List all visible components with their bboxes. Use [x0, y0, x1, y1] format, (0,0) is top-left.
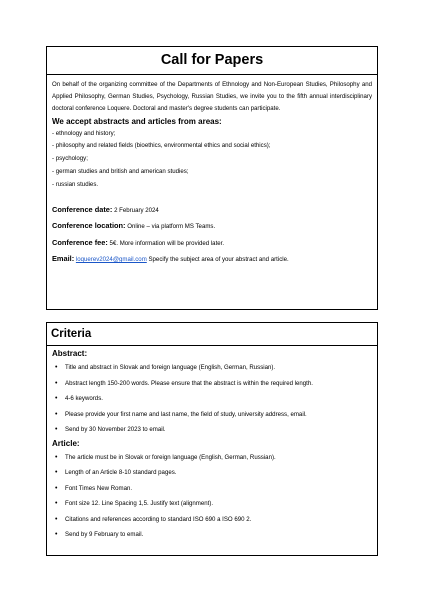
list-item: • Please provide your first name and last name, the field of study, university address, email. — [52, 407, 372, 423]
date-value: 2 February 2024 — [112, 206, 159, 214]
call-for-papers-box — [46, 46, 378, 310]
list-item: • Citations and references according to standard ISO 690 a ISO 690 2. — [52, 512, 372, 528]
list-item: • Title and abstract in Slovak and foreign language (English, German, Russian). — [52, 360, 372, 376]
list-item: • 4-6 keywords. — [52, 391, 372, 407]
criteria-title: Criteria — [47, 323, 377, 346]
area-item: - philosophy and related fields (bioethics, environmental ethics and social ethics); — [52, 142, 271, 150]
abstract-heading: Abstract: — [52, 349, 88, 358]
conference-fee — [52, 235, 372, 252]
fee-value: 5€. More information will be provided later. — [107, 239, 225, 247]
location-value: Online – via platform MS Teams. — [125, 223, 216, 231]
area-item: - psychology; — [52, 155, 88, 163]
call-for-papers-body — [47, 75, 377, 268]
areas-heading: We accept abstracts and articles from areas: — [52, 116, 222, 126]
date-label: Conference date: — [52, 204, 113, 214]
abstract-list — [52, 360, 372, 438]
location-label: Conference location: — [52, 221, 126, 231]
conference-location — [52, 218, 372, 235]
list-item: • Send by 9 February to email. — [52, 527, 372, 543]
conference-info — [52, 202, 372, 268]
list-item: • Send by 30 November 2023 to email. — [52, 422, 372, 438]
email-note: Specify the subject area of your abstract and article. — [146, 256, 289, 264]
article-list — [52, 450, 372, 543]
area-item: - german studies and british and american studies; — [52, 168, 189, 175]
conference-email — [52, 251, 372, 268]
areas-list — [52, 128, 372, 192]
fee-label: Conference fee: — [52, 237, 108, 247]
article-heading: Article: — [52, 438, 80, 448]
list-item: • Font size 12. Line Spacing 1,5. Justify text (alignment). — [52, 496, 372, 512]
criteria-body — [47, 346, 377, 543]
area-item: - russian studies. — [52, 180, 99, 188]
call-for-papers-title: Call for Papers — [47, 47, 377, 75]
area-item: - ethnology and history; — [52, 129, 116, 137]
list-item: • Abstract length 150-200 words. Please ensure that the abstract is within the required length. — [52, 376, 372, 392]
criteria-box — [46, 322, 378, 556]
list-item: • The article must be in Slovak or foreign language (English, German, Russian). — [52, 450, 372, 466]
email-label: Email: — [52, 254, 75, 264]
list-item: • Length of an Article 8-10 standard pages. — [52, 465, 372, 481]
email-link[interactable]: loquerev2024@gmail.com — [75, 256, 147, 264]
list-item: • Font Times New Roman. — [52, 481, 372, 497]
conference-date — [52, 202, 372, 219]
intro-paragraph: On behalf of the organizing committee of the Departments of Ethnology and Non-European Studies, Philosophy and Applied Philosophy, German Studies, Psychology, Russian Studies, we invite you to the fifth annual interdisciplinary doctoral conference Loquere. Doctoral and master's degree students can participate. — [52, 81, 372, 113]
